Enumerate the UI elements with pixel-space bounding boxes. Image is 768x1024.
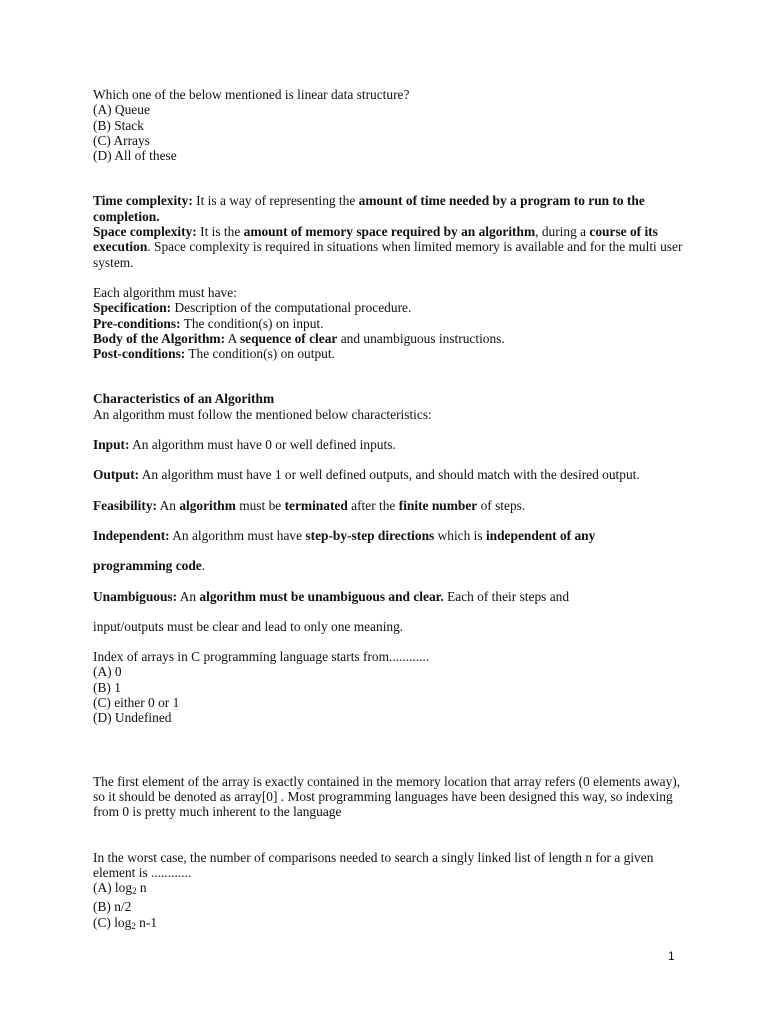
feasibility-text-a: An: [156, 497, 180, 513]
feasibility-emphasis-1: algorithm: [179, 497, 236, 513]
option-a-subscript: 2: [132, 886, 137, 897]
question-3-option-c: [93, 915, 693, 934]
question-2-option-d: (D) Undefined: [93, 710, 172, 726]
time-complexity-paragraph: [93, 193, 693, 224]
input-characteristic: [93, 437, 693, 452]
question-2: [93, 649, 693, 725]
independent-characteristic: [93, 528, 693, 543]
option-a-prefix: (A) log: [93, 880, 133, 896]
characteristics-heading-line: [93, 391, 693, 406]
question-1-option-a: (A) Queue: [93, 102, 150, 118]
option-c-subscript: 2: [131, 920, 136, 931]
input-label: Input:: [93, 437, 130, 453]
body-text-a: A: [225, 330, 240, 346]
time-complexity-emphasis: amount of time needed by a program to run to the completion.: [93, 193, 645, 224]
feasibility-emphasis-3: finite number: [398, 497, 478, 513]
independent-text-d: .: [201, 558, 206, 574]
space-complexity-text-a: It is the: [196, 224, 244, 240]
space-complexity-emphasis-b: course of its execution: [93, 224, 658, 255]
feasibility-text-e: of steps.: [477, 497, 526, 513]
input-text: An algorithm must have 0 or well defined inputs.: [129, 437, 396, 453]
output-characteristic: [93, 467, 693, 482]
feasibility-characteristic: [93, 498, 693, 513]
question-3-text: In the worst case, the number of comparisons needed to search a singly linked list of length n for a given element is ............: [93, 849, 654, 880]
unambiguous-characteristic: [93, 589, 693, 604]
feasibility-text-d: after the: [347, 497, 399, 513]
body-emphasis: sequence of clear: [239, 330, 338, 346]
unambiguous-label: Unambiguous:: [93, 588, 178, 604]
pre-conditions-line: [93, 316, 693, 331]
option-c-suffix: n-1: [135, 914, 158, 930]
pre-conditions-text: The condition(s) on input.: [180, 315, 324, 331]
question-2-option-a: (A) 0: [93, 664, 122, 680]
time-complexity-text: It is a way of representing the: [192, 193, 359, 209]
space-complexity-text-c: . Space complexity is required in situations when limited memory is available and for the multi user system.: [93, 239, 683, 270]
independent-emphasis-2: independent of any: [485, 527, 596, 543]
specification-label: Specification:: [93, 300, 172, 316]
body-line: [93, 331, 693, 346]
space-complexity-label: Space complexity:: [93, 224, 197, 240]
unambiguous-text-a: An: [177, 588, 200, 604]
unambiguous-continuation: input/outputs must be clear and lead to only one meaning.: [93, 618, 404, 634]
question-3-option-b: (B) n/2: [93, 899, 132, 915]
question-1-option-d: (D) All of these: [93, 148, 177, 164]
independent-label: Independent:: [93, 527, 170, 543]
question-1-option-b: (B) Stack: [93, 117, 144, 133]
characteristics-intro: An algorithm must follow the mentioned below characteristics:: [93, 406, 432, 422]
algorithm-parts-intro: Each algorithm must have:: [93, 284, 237, 300]
unambiguous-emphasis: algorithm must be unambiguous and clear.: [199, 588, 444, 604]
question-2-text: Index of arrays in C programming language starts from............: [93, 649, 430, 665]
characteristics-section: [93, 391, 693, 634]
body-text-b: and unambiguous instructions.: [337, 330, 505, 346]
independent-text-c: which is: [434, 527, 486, 543]
feasibility-label: Feasibility:: [93, 497, 157, 513]
post-conditions-line: [93, 346, 693, 361]
body-label: Body of the Algorithm:: [93, 330, 226, 346]
option-c-prefix: (C) log: [93, 914, 132, 930]
space-complexity-text-b: , during a: [535, 224, 590, 240]
specification-line: [93, 300, 693, 315]
page-number: 1: [668, 949, 675, 963]
independent-emphasis-3: programming code: [93, 558, 202, 574]
document-page: [93, 87, 693, 934]
characteristics-heading: Characteristics of an Algorithm: [93, 391, 275, 407]
specification-text: Description of the computational procedure.: [171, 300, 412, 316]
space-complexity-paragraph: [93, 224, 693, 270]
feasibility-emphasis-2: terminated: [284, 497, 348, 513]
space-complexity-emphasis-a: amount of memory space required by an algorithm: [243, 224, 536, 240]
post-conditions-text: The condition(s) on output.: [185, 346, 335, 362]
array-explanation-text: The first element of the array is exactly contained in the memory location that array refers (0 elements away), so it should be denoted as array[0] . Most programming languages have been designed this way, so indexing from 0 is pretty much inherent to the language: [93, 773, 681, 820]
independent-emphasis-1: step-by-step directions: [305, 527, 435, 543]
feasibility-text-c: must be: [235, 497, 285, 513]
independent-text-a: An algorithm must have: [169, 527, 306, 543]
question-2-option-b: (B) 1: [93, 679, 121, 695]
output-label: Output:: [93, 467, 140, 483]
question-1-text: Which one of the below mentioned is linear data structure?: [93, 87, 410, 102]
question-1: [93, 87, 693, 163]
question-3-option-a: [93, 880, 693, 899]
independent-continuation: [93, 558, 693, 573]
post-conditions-label: Post-conditions:: [93, 346, 186, 362]
time-complexity-label: Time complexity:: [93, 193, 193, 209]
complexity-section: [93, 193, 693, 269]
algorithm-parts-section: [93, 285, 693, 361]
output-text: An algorithm must have 1 or well defined outputs, and should match with the desired output.: [139, 467, 640, 483]
pre-conditions-label: Pre-conditions:: [93, 315, 181, 331]
question-2-option-c: (C) either 0 or 1: [93, 695, 180, 711]
unambiguous-text-c: Each of their steps and: [443, 588, 570, 604]
array-explanation-paragraph: [93, 774, 693, 820]
question-1-option-c: (C) Arrays: [93, 132, 150, 148]
question-3: [93, 850, 693, 934]
option-a-suffix: n: [136, 880, 147, 896]
